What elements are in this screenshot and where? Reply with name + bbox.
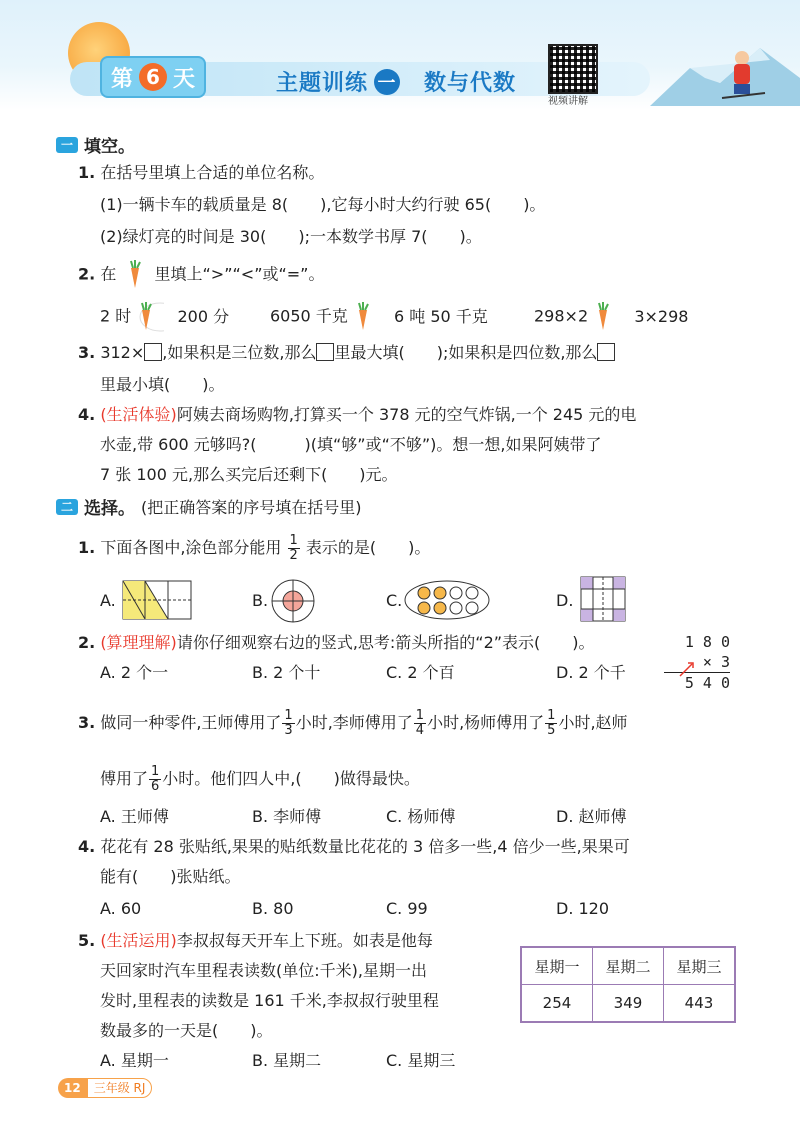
carrot-icon	[121, 260, 149, 290]
s2-q3-t4: 小时,赵师	[558, 713, 628, 732]
figure-c-dots-icon	[404, 580, 490, 620]
s1-q2	[78, 260, 324, 290]
blank-box[interactable]	[597, 343, 615, 361]
s2-q5-tag: (生活运用)	[100, 931, 177, 950]
s2-q5-option-b[interactable]: B. 星期二	[252, 1051, 322, 1070]
table-header: 星期二	[593, 947, 664, 985]
fraction-half: $\frac{1}{2}$	[289, 533, 298, 563]
mileage-table	[520, 946, 736, 1023]
section-1-title: 填空。	[84, 137, 135, 157]
fraction-third: $\frac{1}{3}$	[284, 708, 293, 738]
s2-q3-t3: 小时,杨师傅用了	[427, 713, 545, 732]
s1-q2-text-post: 里填上“>”“<”或“=”。	[154, 264, 325, 284]
arrow-icon	[678, 660, 698, 678]
day-number: 6	[139, 63, 167, 91]
s2-q3-option-d[interactable]: D. 赵师傅	[556, 807, 627, 826]
table-cell: 254	[521, 985, 593, 1023]
table-header: 星期一	[521, 947, 593, 985]
s2-q2	[78, 632, 595, 654]
s1-q3-line2: 里最小填( )。	[100, 375, 225, 394]
fraction-sixth: $\frac{1}{6}$	[151, 764, 160, 794]
s2-q2-option-d[interactable]: D. 2 个千	[556, 663, 626, 682]
s1-q2-compare-3	[534, 302, 688, 332]
s1-q4-line1: 阿姨去商场购物,打算买一个 378 元的空气炸锅,一个 245 元的电	[176, 405, 637, 424]
section-1-icon: 一	[56, 137, 78, 153]
s1-q2-num: 2.	[78, 264, 96, 284]
s2-q3-num: 3.	[78, 713, 96, 732]
s2-q3	[78, 706, 628, 740]
compare-1-left: 2 时	[100, 306, 132, 326]
s1-q1-line2: (2)绿灯亮的时间是 30( );一本数学书厚 7( )。	[100, 227, 482, 246]
s2-q3-line2	[100, 762, 420, 796]
table-header-row	[521, 947, 735, 985]
calc-mid: × 3	[664, 652, 730, 673]
s2-q4-option-d[interactable]: D. 120	[556, 899, 610, 918]
s2-q3-option-b[interactable]: B. 李师傅	[252, 807, 322, 826]
s1-q2-text-pre: 在	[100, 264, 117, 284]
s2-q1-option-c[interactable]: C.	[386, 591, 403, 610]
s2-q3-option-c[interactable]: C. 杨师傅	[386, 807, 456, 826]
s2-q5-line2: 天回家时汽车里程表读数(单位:千米),星期一出	[100, 961, 427, 980]
table-cell: 443	[664, 985, 736, 1023]
s2-q3-t1: 做同一种零件,王师傅用了	[100, 713, 282, 732]
title-post: 数与代数	[424, 71, 517, 96]
s1-q4-tag: (生活体验)	[100, 405, 177, 424]
s2-q4	[78, 836, 630, 858]
blank-box[interactable]	[316, 343, 334, 361]
s2-q3-option-a[interactable]: A. 王师傅	[100, 807, 169, 826]
s2-q4-option-b[interactable]: B. 80	[252, 899, 294, 918]
s2-q1-option-d[interactable]: D.	[556, 591, 574, 610]
s1-q3-p3: 里最大填( );如果积是四位数,那么	[334, 343, 598, 362]
day-prefix: 第	[110, 66, 133, 92]
s1-q3-num: 3.	[78, 343, 96, 362]
s2-q5-num: 5.	[78, 931, 96, 950]
s2-q2-option-a[interactable]: A. 2 个一	[100, 663, 169, 682]
s2-q2-text: 请你仔细观察右边的竖式,思考:箭头所指的“2”表示( )。	[176, 633, 595, 652]
s1-q4	[78, 404, 636, 426]
s2-q5-option-a[interactable]: A. 星期一	[100, 1051, 169, 1070]
s1-q1	[78, 162, 324, 184]
compare-2-left: 6050 千克	[270, 306, 348, 326]
s1-q4-num: 4.	[78, 405, 96, 424]
s1-q3	[78, 342, 615, 364]
s2-q5-line3: 发时,里程表的读数是 161 千米,李叔叔行驶里程	[100, 991, 439, 1010]
compare-3-right: 3×298	[634, 306, 689, 326]
page-number: 12	[58, 1078, 87, 1098]
s2-q1-post: 表示的是( )。	[305, 538, 431, 557]
fraction-quarter: $\frac{1}{4}$	[415, 708, 425, 738]
day-badge	[100, 56, 206, 98]
s2-q1-pre: 下面各图中,涂色部分能用	[100, 538, 282, 557]
s2-q3-l2a: 傅用了	[100, 769, 149, 788]
carrot-icon[interactable]	[593, 302, 621, 332]
compare-2-right: 6 吨 50 千克	[394, 306, 488, 326]
theme-number: 一	[374, 69, 400, 95]
s1-q2-compare-2	[270, 302, 488, 332]
carrot-icon[interactable]	[353, 302, 381, 332]
table-cell: 349	[593, 985, 664, 1023]
s2-q4-num: 4.	[78, 837, 96, 856]
s2-q5-line1: 李叔叔每天开车上下班。如表是他每	[176, 931, 433, 950]
qr-label: 视频讲解	[548, 96, 588, 107]
s2-q5-line4: 数最多的一天是( )。	[100, 1021, 273, 1040]
page-footer	[58, 1078, 152, 1098]
s2-q1-option-b[interactable]: B.	[252, 591, 269, 610]
s2-q4-line2: 能有( )张贴纸。	[100, 867, 241, 886]
s2-q2-option-b[interactable]: B. 2 个十	[252, 663, 321, 682]
grade-label: 三年级 RJ	[87, 1078, 153, 1098]
compare-3-left: 298×2	[534, 306, 589, 326]
figure-b-circles-icon	[270, 578, 316, 624]
s1-q1-line1: (1)一辆卡车的载质量是 8( ),它每小时大约行驶 65( )。	[100, 195, 546, 214]
section-2-icon: 二	[56, 499, 78, 515]
s1-q1-text: 在括号里填上合适的单位名称。	[100, 163, 325, 182]
section-2-subtitle: (把正确答案的序号填在括号里)	[141, 498, 362, 517]
table-header: 星期三	[664, 947, 736, 985]
s2-q5-option-c[interactable]: C. 星期三	[386, 1051, 456, 1070]
compare-1-right: 200 分	[177, 306, 230, 326]
s2-q1-option-a[interactable]: A.	[100, 591, 116, 610]
s2-q1	[78, 534, 430, 563]
s2-q2-tag: (算理理解)	[100, 633, 177, 652]
s2-q4-option-a[interactable]: A. 60	[100, 899, 142, 918]
s1-q4-line2: 水壶,带 600 元够吗?( )(填“够”或“不够”)。想一想,如果阿姨带了	[100, 435, 602, 454]
blank-box[interactable]	[144, 343, 162, 361]
section-1-header	[56, 132, 135, 157]
s2-q2-num: 2.	[78, 633, 96, 652]
skier-mountain-icon	[650, 38, 800, 106]
s2-q2-option-c[interactable]: C. 2 个百	[386, 663, 455, 682]
s2-q5	[78, 930, 433, 952]
s1-q1-num: 1.	[78, 163, 96, 182]
figure-a-rectangle-icon	[122, 580, 192, 620]
s2-q3-l2b: 小时。他们四人中,( )做得最快。	[162, 769, 420, 788]
title-pre: 主题训练	[276, 71, 369, 96]
carrot-icon[interactable]	[136, 302, 164, 332]
figure-d-grid-icon	[580, 576, 626, 622]
table-row	[521, 985, 735, 1023]
section-2-title: 选择。	[84, 499, 135, 519]
day-suffix: 天	[173, 66, 196, 92]
s2-q4-option-c[interactable]: C. 99	[386, 899, 428, 918]
s1-q3-p2: ,如果积是三位数,那么	[162, 343, 317, 362]
s2-q1-num: 1.	[78, 538, 96, 557]
page-title	[276, 66, 516, 97]
s2-q4-line1: 花花有 28 张贴纸,果果的贴纸数量比花花的 3 倍多一些,4 倍少一些,果果可	[100, 837, 630, 856]
calc-bottom: 5 4 0	[684, 674, 730, 692]
fraction-fifth: $\frac{1}{5}$	[547, 708, 556, 738]
qr-code-icon[interactable]	[548, 44, 598, 94]
section-2-header	[56, 494, 362, 519]
s1-q2-compare-1	[100, 302, 229, 332]
s1-q3-p1: 312×	[100, 343, 145, 362]
s2-q3-t2: 小时,李师傅用了	[295, 713, 413, 732]
s1-q4-line3: 7 张 100 元,那么买完后还剩下( )元。	[100, 465, 398, 484]
calc-top: 1 8 0	[684, 633, 730, 651]
